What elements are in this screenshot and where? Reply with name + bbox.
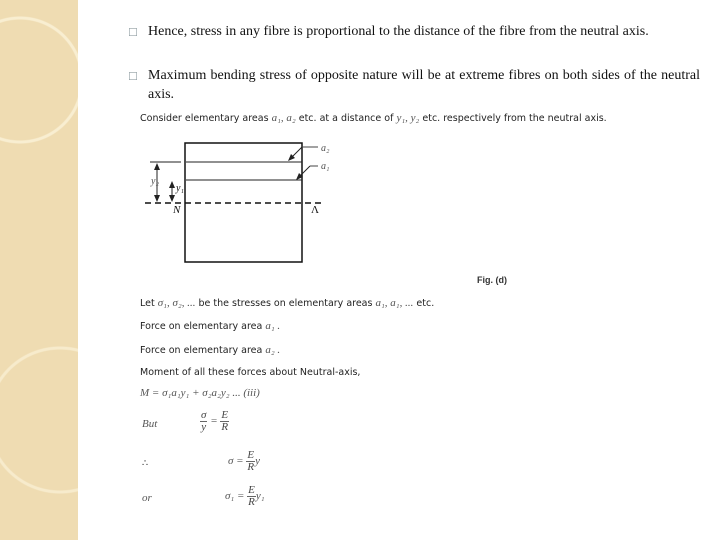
label-y2: y₂ — [151, 176, 159, 187]
intro-text: Consider elementary areas — [140, 113, 272, 124]
or-equation — [225, 485, 265, 508]
bullet-text-2: Maximum bending stress of opposite nature will be at extreme fibres on both sides of the neutral axis. — [148, 68, 700, 102]
label-a1: a₁ — [321, 161, 330, 172]
moment-line: Moment of all these forces about Neutral-axis, — [140, 367, 361, 378]
text: Force on elementary area — [140, 321, 266, 332]
text: Force on elementary area — [140, 345, 266, 356]
fraction — [246, 450, 255, 473]
intro-math: y₁, y₂ — [396, 112, 420, 124]
lhs: σ₁ = — [225, 490, 248, 502]
math: a₁, a₁, ... — [375, 297, 414, 309]
den: y — [201, 421, 207, 433]
den: R — [247, 461, 255, 473]
but-label: But — [142, 418, 158, 430]
num: E — [221, 409, 229, 421]
figure-caption: Fig. (d) — [477, 275, 507, 285]
den: R — [248, 496, 255, 508]
or-label: or — [142, 492, 152, 504]
force2-line — [140, 344, 280, 356]
lhs: σ = — [228, 455, 247, 467]
fraction — [247, 485, 256, 508]
intro-math: a₁, a₂ — [271, 112, 296, 124]
den: R — [221, 421, 229, 433]
intro-text: etc. respectively from the neutral axis. — [419, 113, 607, 124]
let-line — [140, 297, 434, 309]
text: be the stresses on elementary areas — [195, 298, 376, 309]
num: E — [247, 449, 255, 461]
label-n: N — [173, 204, 181, 216]
eq: = — [207, 415, 221, 427]
force1-line — [140, 320, 280, 332]
text: Let — [140, 298, 158, 309]
num: E — [248, 484, 255, 496]
bullet-text-1: Hence, stress in any fibre is proportional to the distance of the fibre from the neutral axis. — [148, 24, 649, 39]
intro-text: etc. at a distance of — [295, 113, 397, 124]
therefore-equation — [228, 450, 260, 473]
equation-iii: M = σ₁a₁y₁ + σ₂a₂y₂ ... (iii) — [140, 387, 260, 399]
rhs: y — [255, 455, 260, 467]
label-a2: a₂ — [321, 143, 330, 154]
math: σ₁, σ₂, ... — [157, 297, 196, 309]
fraction — [220, 410, 229, 433]
num: σ — [201, 409, 207, 421]
checkbox-bullet-icon: □ — [129, 68, 137, 83]
text: etc. — [413, 298, 435, 309]
label-y1: y₁ — [176, 183, 184, 194]
section-rectangle — [185, 143, 302, 262]
but-equation — [200, 410, 229, 433]
math: a₂ . — [265, 344, 281, 356]
math: a₁ . — [265, 320, 281, 332]
checkbox-bullet-icon: □ — [129, 24, 137, 39]
rhs: y₁ — [255, 490, 265, 502]
label-a: Λ — [311, 204, 319, 216]
therefore-symbol: ∴ — [142, 458, 149, 469]
